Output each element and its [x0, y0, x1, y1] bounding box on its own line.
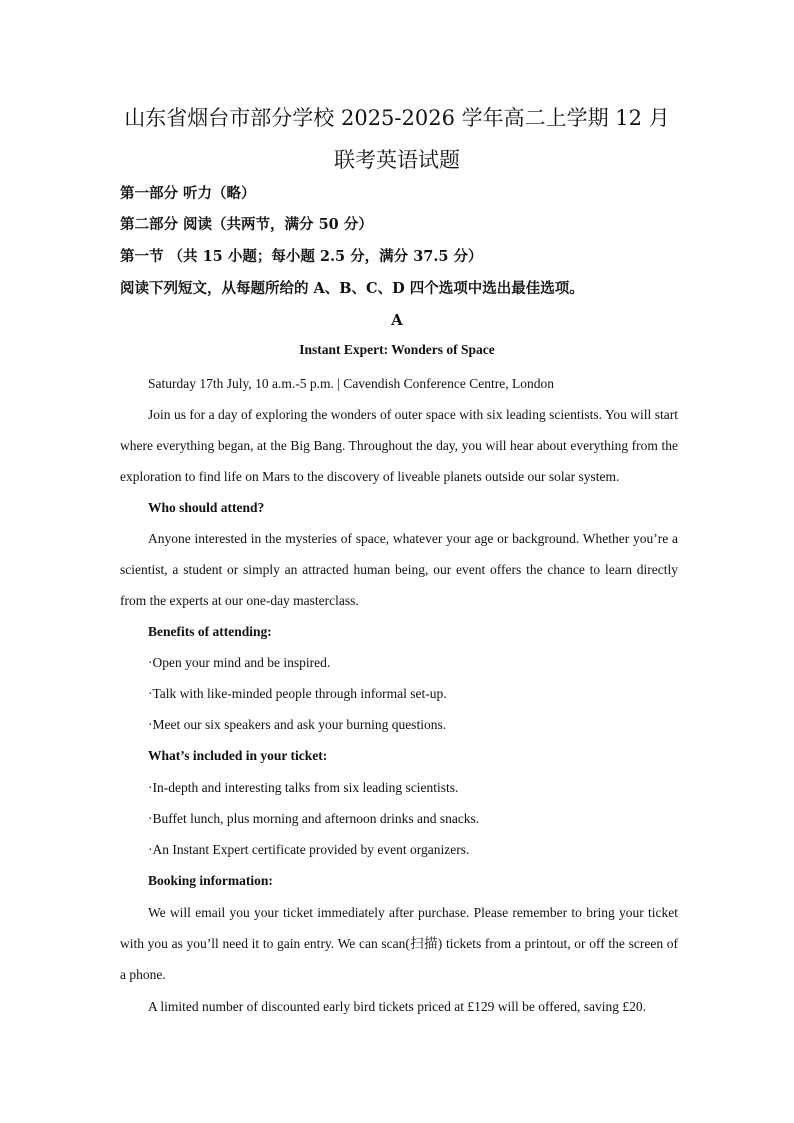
exam-title-line-1: 山东省烟台市部分学校 2025-2026 学年高二上学期 12 月 — [124, 106, 670, 130]
benefits-heading: Benefits of attending: — [148, 624, 272, 639]
who-heading: Who should attend? — [148, 500, 265, 515]
booking-paragraph: We will email you your ticket immediately after purchase. Please remember to bring your ticket with you as you’ll need it to gain entry. We can scan(扫描) tickets from a printout, or off the screen of a phone. — [120, 905, 678, 982]
intro-paragraph: Join us for a day of exploring the wonders of outer space with six leading scientists. You will start where everything began, at the Big Bang. Throughout the day, you will hear about everything from the exploration to find life on Mars to the discovery of liveable planets outside our solar system. — [120, 407, 678, 484]
early-bird-paragraph: A limited number of discounted early bird tickets priced at £129 will be offered, saving £20. — [148, 999, 647, 1014]
booking-heading: Booking information: — [148, 873, 273, 888]
exam-title-line-2: 联考英语试题 — [334, 148, 460, 172]
included-item: ·An Instant Expert certificate provided by event organizers. — [148, 842, 470, 857]
event-date-line: Saturday 17th July, 10 a.m.-5 p.m. | Cavendish Conference Centre, London — [148, 376, 554, 391]
part-one-heading: 第一部分 听力（略） — [120, 185, 256, 202]
who-paragraph: Anyone interested in the mysteries of space, whatever your age or background. Whether you’re a scientist, a student or simply an attracted human being, our event offers the chance to learn directly from the experts at our one-day masterclass. — [120, 531, 678, 608]
passage-title: Instant Expert: Wonders of Space — [299, 342, 495, 357]
reading-instruction: 阅读下列短文，从每题所给的 A、B、C、D 四个选项中选出最佳选项。 — [120, 280, 584, 297]
passage-letter: A — [391, 311, 403, 329]
included-heading: What’s included in your ticket: — [148, 748, 328, 763]
part-two-heading: 第二部分 阅读（共两节，满分 50 分） — [120, 216, 373, 233]
section-one-heading: 第一节 （共 15 小题；每小题 2.5 分，满分 37.5 分） — [120, 248, 483, 265]
benefit-item: ·Meet our six speakers and ask your burning questions. — [148, 717, 447, 732]
included-item: ·Buffet lunch, plus morning and afternoon drinks and snacks. — [148, 811, 480, 826]
benefit-item: ·Open your mind and be inspired. — [148, 655, 331, 670]
benefit-item: ·Talk with like-minded people through informal set-up. — [148, 686, 447, 701]
included-item: ·In-depth and interesting talks from six leading scientists. — [148, 780, 459, 795]
